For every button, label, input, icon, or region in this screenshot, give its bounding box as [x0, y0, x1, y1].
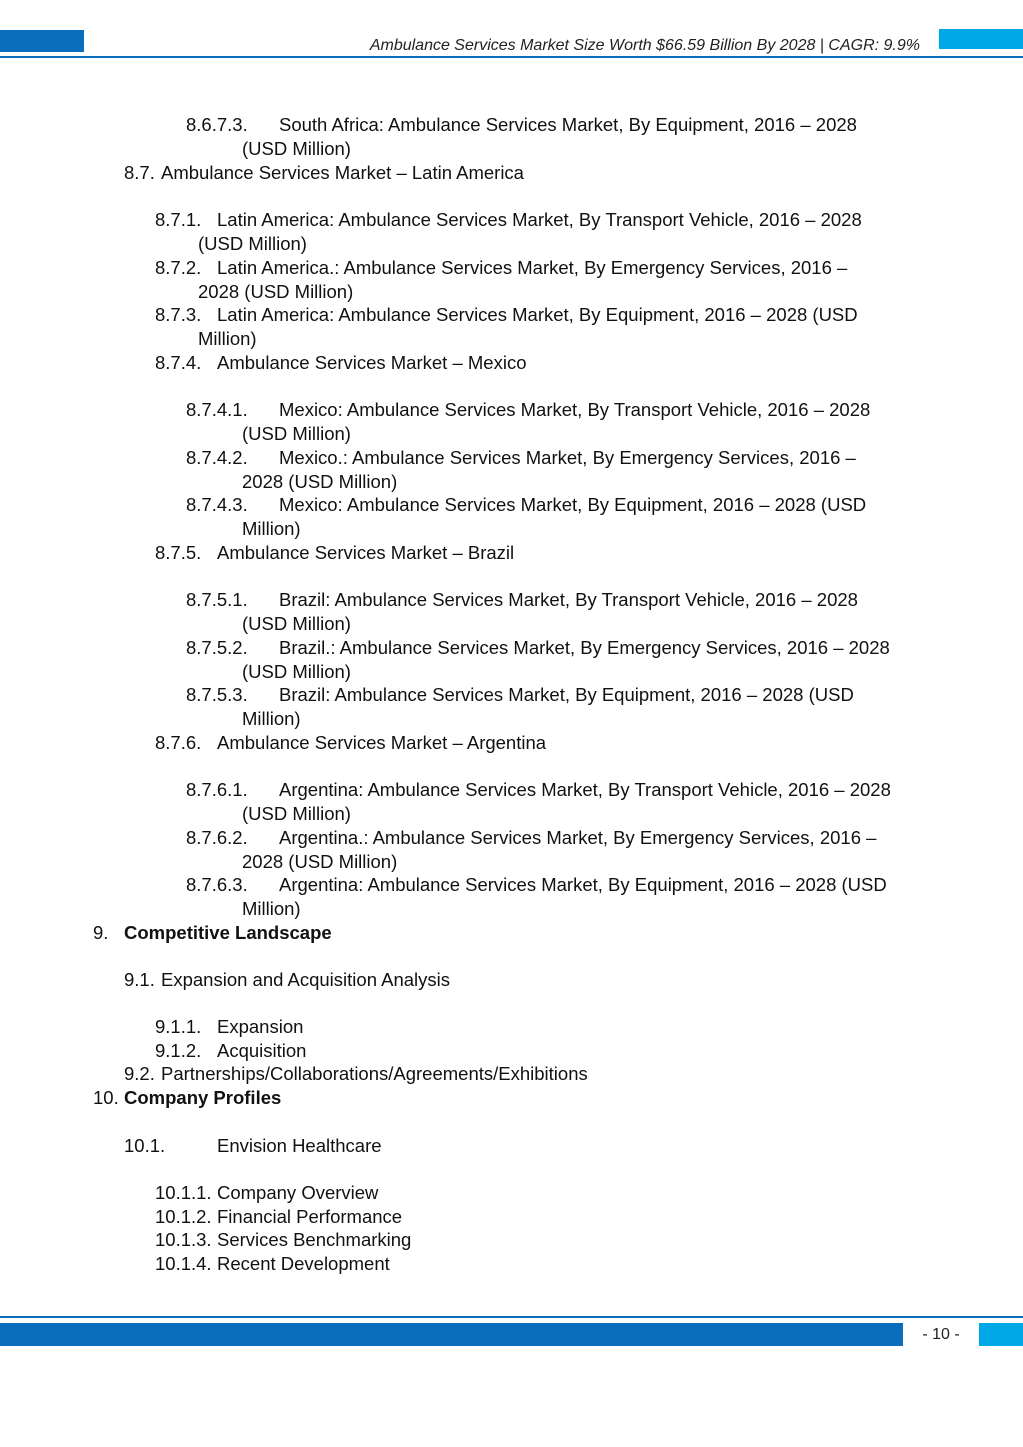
toc-entry-title: South Africa: Ambulance Services Market, By Equipment, 2016 – 2028: [279, 114, 857, 135]
toc-entry-number: 8.7.4.2.: [186, 447, 248, 468]
toc-entry-number: 8.7.6.3.: [186, 874, 248, 895]
toc-entry-title: Ambulance Services Market – Latin America: [161, 162, 524, 183]
toc-entry-title: Competitive Landscape: [124, 922, 332, 943]
toc-entry-number: 10.1.4.: [155, 1253, 212, 1274]
page-number: - 10 -: [922, 1326, 960, 1343]
toc-entry-continuation: Million): [242, 898, 301, 919]
toc-entry-number: 10.1.2.: [155, 1206, 212, 1227]
toc-entry-continuation: (USD Million): [242, 138, 351, 159]
toc-entry-title: Financial Performance: [217, 1206, 403, 1227]
toc-entry-number: 9.2.: [124, 1063, 155, 1084]
toc-entry-title: Mexico.: Ambulance Services Market, By Emergency Services, 2016 –: [279, 447, 856, 468]
toc-entry-continuation: (USD Million): [242, 423, 351, 444]
toc-entry-title: Expansion: [217, 1016, 304, 1037]
toc-entry-number: 9.1.2.: [155, 1040, 202, 1061]
toc-entry-title: Company Overview: [217, 1182, 379, 1203]
toc-entry-continuation: Million): [242, 708, 301, 729]
footer-rule: [0, 1316, 1023, 1318]
toc-entry-number: 8.7.6.2.: [186, 827, 248, 848]
header-title: Ambulance Services Market Size Worth $66.59 Billion By 2028 | CAGR: 9.9%: [369, 37, 920, 54]
toc-entry-continuation: (USD Million): [198, 233, 307, 254]
toc-entry-number: 10.1.3.: [155, 1229, 212, 1250]
toc-entry-title: Brazil.: Ambulance Services Market, By Emergency Services, 2016 – 2028: [279, 637, 890, 658]
toc-entry-number: 8.7.2.: [155, 257, 202, 278]
toc-entry-number: 8.7.3.: [155, 304, 202, 325]
toc-entry-title: Company Profiles: [124, 1087, 282, 1108]
toc-entry-number: 9.1.: [124, 969, 155, 990]
toc-entry-number: 10.1.1.: [155, 1182, 212, 1203]
toc-entry-number: 8.7.4.: [155, 352, 202, 373]
toc-entry-title: Argentina.: Ambulance Services Market, By Emergency Services, 2016 –: [279, 827, 877, 848]
toc-entry-title: Ambulance Services Market – Brazil: [217, 542, 515, 563]
header-rule: [0, 56, 1023, 58]
toc-entry-continuation: Million): [198, 328, 257, 349]
toc-entry-title: Brazil: Ambulance Services Market, By Equipment, 2016 – 2028 (USD: [279, 684, 854, 705]
toc-entry-title: Services Benchmarking: [217, 1229, 412, 1250]
toc-entry-title: Recent Development: [217, 1253, 390, 1274]
toc-entry-title: Mexico: Ambulance Services Market, By Transport Vehicle, 2016 – 2028: [279, 399, 871, 420]
toc-entry-title: Mexico: Ambulance Services Market, By Equipment, 2016 – 2028 (USD: [279, 494, 867, 515]
toc-entry-title: Envision Healthcare: [217, 1135, 382, 1156]
toc-entry-title: Latin America: Ambulance Services Market, By Transport Vehicle, 2016 – 2028: [217, 209, 862, 230]
toc-entry-title: Acquisition: [217, 1040, 307, 1061]
toc-entry-number: 8.7.4.1.: [186, 399, 248, 420]
toc-entry-title: Ambulance Services Market – Argentina: [217, 732, 547, 753]
toc-entry-number: 8.7.6.1.: [186, 779, 248, 800]
toc-entry-title: Ambulance Services Market – Mexico: [217, 352, 527, 373]
footer-right-accent-bar: [979, 1323, 1023, 1346]
toc-entry-title: Latin America.: Ambulance Services Market, By Emergency Services, 2016 –: [217, 257, 848, 278]
toc-entry-number: 8.7.5.3.: [186, 684, 248, 705]
toc-entry-number: 8.7.5.1.: [186, 589, 248, 610]
toc-entry-number: 8.7.5.2.: [186, 637, 248, 658]
toc-entry-continuation: 2028 (USD Million): [242, 471, 398, 492]
toc-entry-continuation: 2028 (USD Million): [198, 281, 354, 302]
toc-entry-title: Argentina: Ambulance Services Market, By Equipment, 2016 – 2028 (USD: [279, 874, 887, 895]
toc-entry-number: 10.: [93, 1087, 119, 1108]
footer-accent-bar: [0, 1323, 903, 1346]
toc-entry-number: 9.1.1.: [155, 1016, 202, 1037]
toc-entry-title: Brazil: Ambulance Services Market, By Transport Vehicle, 2016 – 2028: [279, 589, 858, 610]
toc-entry-title: Latin America: Ambulance Services Market, By Equipment, 2016 – 2028 (USD: [217, 304, 858, 325]
toc-entry-number: 8.6.7.3.: [186, 114, 248, 135]
header-right-accent-bar: [939, 29, 1023, 49]
toc-entry-number: 8.7.6.: [155, 732, 202, 753]
toc-entry-continuation: 2028 (USD Million): [242, 851, 398, 872]
toc-entry-continuation: (USD Million): [242, 803, 351, 824]
toc-entry-continuation: (USD Million): [242, 661, 351, 682]
toc-entry-number: 8.7.: [124, 162, 155, 183]
toc-entry-title: Expansion and Acquisition Analysis: [161, 969, 450, 990]
toc-entry-number: 8.7.4.3.: [186, 494, 248, 515]
toc-entry-number: 10.1.: [124, 1135, 166, 1156]
toc-entry-number: 8.7.5.: [155, 542, 202, 563]
header-left-accent-bar: [0, 30, 84, 52]
toc-entry-continuation: (USD Million): [242, 613, 351, 634]
toc-entry-title: Argentina: Ambulance Services Market, By Transport Vehicle, 2016 – 2028: [279, 779, 891, 800]
toc-entry-continuation: Million): [242, 518, 301, 539]
toc-entry-title: Partnerships/Collaborations/Agreements/Exhibitions: [161, 1063, 588, 1084]
toc-entry-number: 8.7.1.: [155, 209, 202, 230]
toc-entry-number: 9.: [93, 922, 109, 943]
